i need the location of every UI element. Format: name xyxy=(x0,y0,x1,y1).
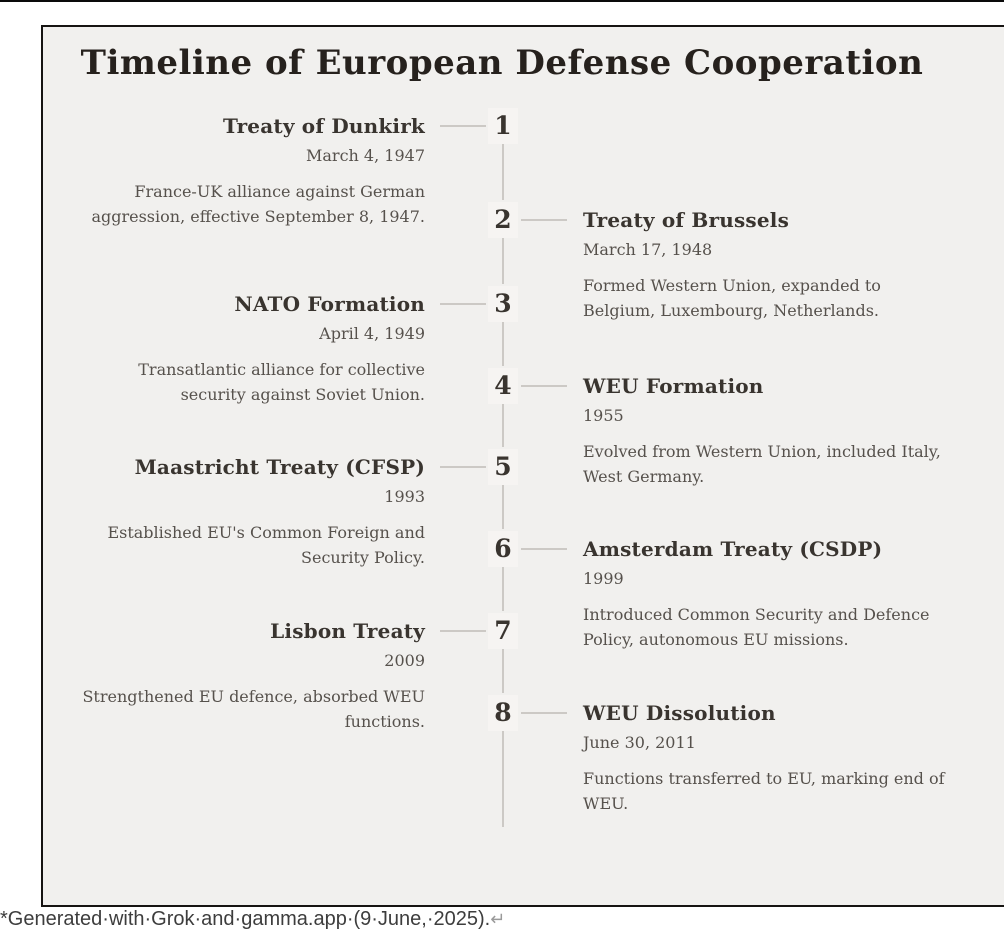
item-title: WEU Formation xyxy=(583,374,764,398)
item-number-badge: 1 xyxy=(488,108,518,144)
timeline-axis-segment xyxy=(502,143,504,200)
item-number-badge: 2 xyxy=(488,202,518,238)
timeline-item xyxy=(80,618,425,734)
item-description: Functions transferred to EU, marking end of WEU. xyxy=(583,769,945,813)
item-number-badge: 7 xyxy=(488,613,518,649)
timeline-axis-segment xyxy=(502,484,504,529)
item-title: Treaty of Brussels xyxy=(583,208,790,232)
item-title: WEU Dissolution xyxy=(583,701,776,725)
connector-line xyxy=(521,385,567,387)
item-description: Formed Western Union, expanded to Belgium, Luxembourg, Netherlands. xyxy=(583,276,881,320)
timeline-axis-segment xyxy=(502,237,504,284)
timeline-axis-segment xyxy=(502,730,504,827)
item-description: Introduced Common Security and Defence Policy, autonomous EU missions. xyxy=(583,605,930,649)
timeline-item xyxy=(80,113,425,229)
item-number-badge: 5 xyxy=(488,449,518,485)
timeline-item xyxy=(583,207,945,323)
item-date: June 30, 2011 xyxy=(583,733,696,752)
item-title: Maastricht Treaty (CFSP) xyxy=(134,455,425,479)
item-title: Treaty of Dunkirk xyxy=(222,114,425,138)
item-title: NATO Formation xyxy=(234,292,425,316)
item-date: April 4, 1949 xyxy=(319,324,425,343)
connector-line xyxy=(440,466,486,468)
item-number-badge: 6 xyxy=(488,531,518,567)
timeline-axis-segment xyxy=(502,566,504,611)
item-number-badge: 4 xyxy=(488,368,518,404)
item-number-badge: 8 xyxy=(488,695,518,731)
timeline-axis-segment xyxy=(502,648,504,693)
item-date: March 17, 1948 xyxy=(583,240,713,259)
item-title: Lisbon Treaty xyxy=(270,619,425,643)
timeline-item xyxy=(80,454,425,570)
connector-line xyxy=(521,548,567,550)
item-date: 1993 xyxy=(384,487,425,506)
timeline-axis-segment xyxy=(502,321,504,366)
item-description: Established EU's Common Foreign and Security Policy. xyxy=(107,523,425,567)
item-description: Evolved from Western Union, included Italy, West Germany. xyxy=(583,442,941,486)
item-date: March 4, 1947 xyxy=(306,146,425,165)
timeline-item xyxy=(583,536,945,652)
item-date: 2009 xyxy=(384,651,425,670)
item-date: 1999 xyxy=(583,569,624,588)
caption xyxy=(0,906,505,932)
timeline-item xyxy=(583,373,945,489)
timeline-axis-segment xyxy=(502,403,504,447)
top-border-rule xyxy=(0,0,1004,2)
connector-line xyxy=(440,630,486,632)
connector-line xyxy=(440,303,486,305)
caption-text: *Generated·with·Grok·and·gamma.app·(9·June,·2025). xyxy=(0,908,491,930)
paragraph-mark: ↵ xyxy=(490,909,506,929)
timeline-item xyxy=(583,700,945,816)
item-description: Transatlantic alliance for collective security against Soviet Union. xyxy=(138,360,425,404)
connector-line xyxy=(440,125,486,127)
connector-line xyxy=(521,712,567,714)
item-number-badge: 3 xyxy=(488,286,518,322)
item-date: 1955 xyxy=(583,406,624,425)
item-title: Amsterdam Treaty (CSDP) xyxy=(583,537,883,561)
item-description: France-UK alliance against German aggression, effective September 8, 1947. xyxy=(91,182,425,226)
page-title: Timeline of European Defense Cooperation xyxy=(80,43,924,83)
connector-line xyxy=(521,219,567,221)
item-description: Strengthened EU defence, absorbed WEU functions. xyxy=(82,687,425,731)
timeline-item xyxy=(80,291,425,407)
